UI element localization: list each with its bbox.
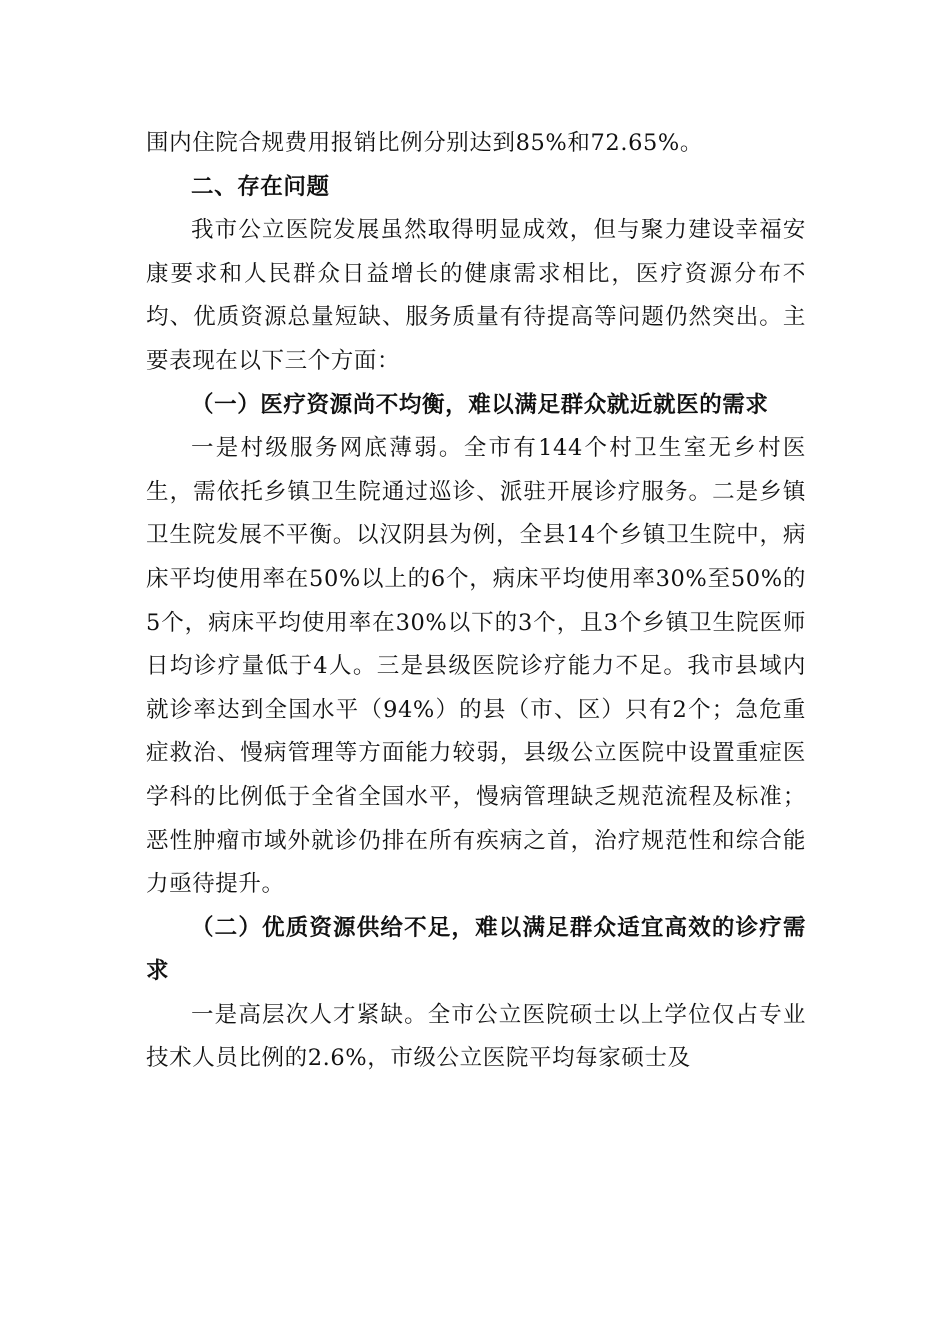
section-heading-problems: 二、存在问题	[191, 173, 330, 200]
paragraph-continuation: 围内住院合规费用报销比例分别达到85%和72.65%。	[146, 130, 704, 156]
paragraph-overview: 我市公立医院发展虽然取得明显成效，但与聚力建设幸福安康要求和人民群众日益增长的健康需求相比，医疗资源分布不均、优质资源总量短缺、服务质量有待提高等问题仍然突出。主要表现在以下三个方面：	[146, 217, 806, 374]
subheading-insufficient-supply: （二）优质资源供给不足，难以满足群众适宜高效的诊疗需求	[146, 914, 806, 985]
paragraph-uneven-resources: 一是村级服务网底薄弱。全市有144个村卫生室无乡村医生，需依托乡镇卫生院通过巡诊、派驻开展诊疗服务。二是乡镇卫生院发展不平衡。以汉阴县为例，全县14个乡镇卫生院中，病床平均使用率在50%以上的6个，病床平均使用率30%至50%的5个，病床平均使用率在30%以下的3个，且3个乡镇卫生院医师日均诊疗量低于4人。三是县级医院诊疗能力不足。我市县域内就诊率达到全国水平（94%）的县（市、区）只有2个；急危重症救治、慢病管理等方面能力较弱，县级公立医院中设置重症医学科的比例低于全省全国水平，慢病管理缺乏规范流程及标准；恶性肿瘤市域外就诊仍排在所有疾病之首，治疗规范性和综合能力亟待提升。	[146, 435, 806, 898]
subheading-uneven-resources: （一）医疗资源尚不均衡，难以满足群众就近就医的需求	[191, 391, 769, 418]
paragraph-talent-shortage: 一是高层次人才紧缺。全市公立医院硕士以上学位仅占专业技术人员比例的2.6%，市级公立医院平均每家硕士及	[146, 1001, 806, 1072]
document-body	[146, 122, 806, 1081]
